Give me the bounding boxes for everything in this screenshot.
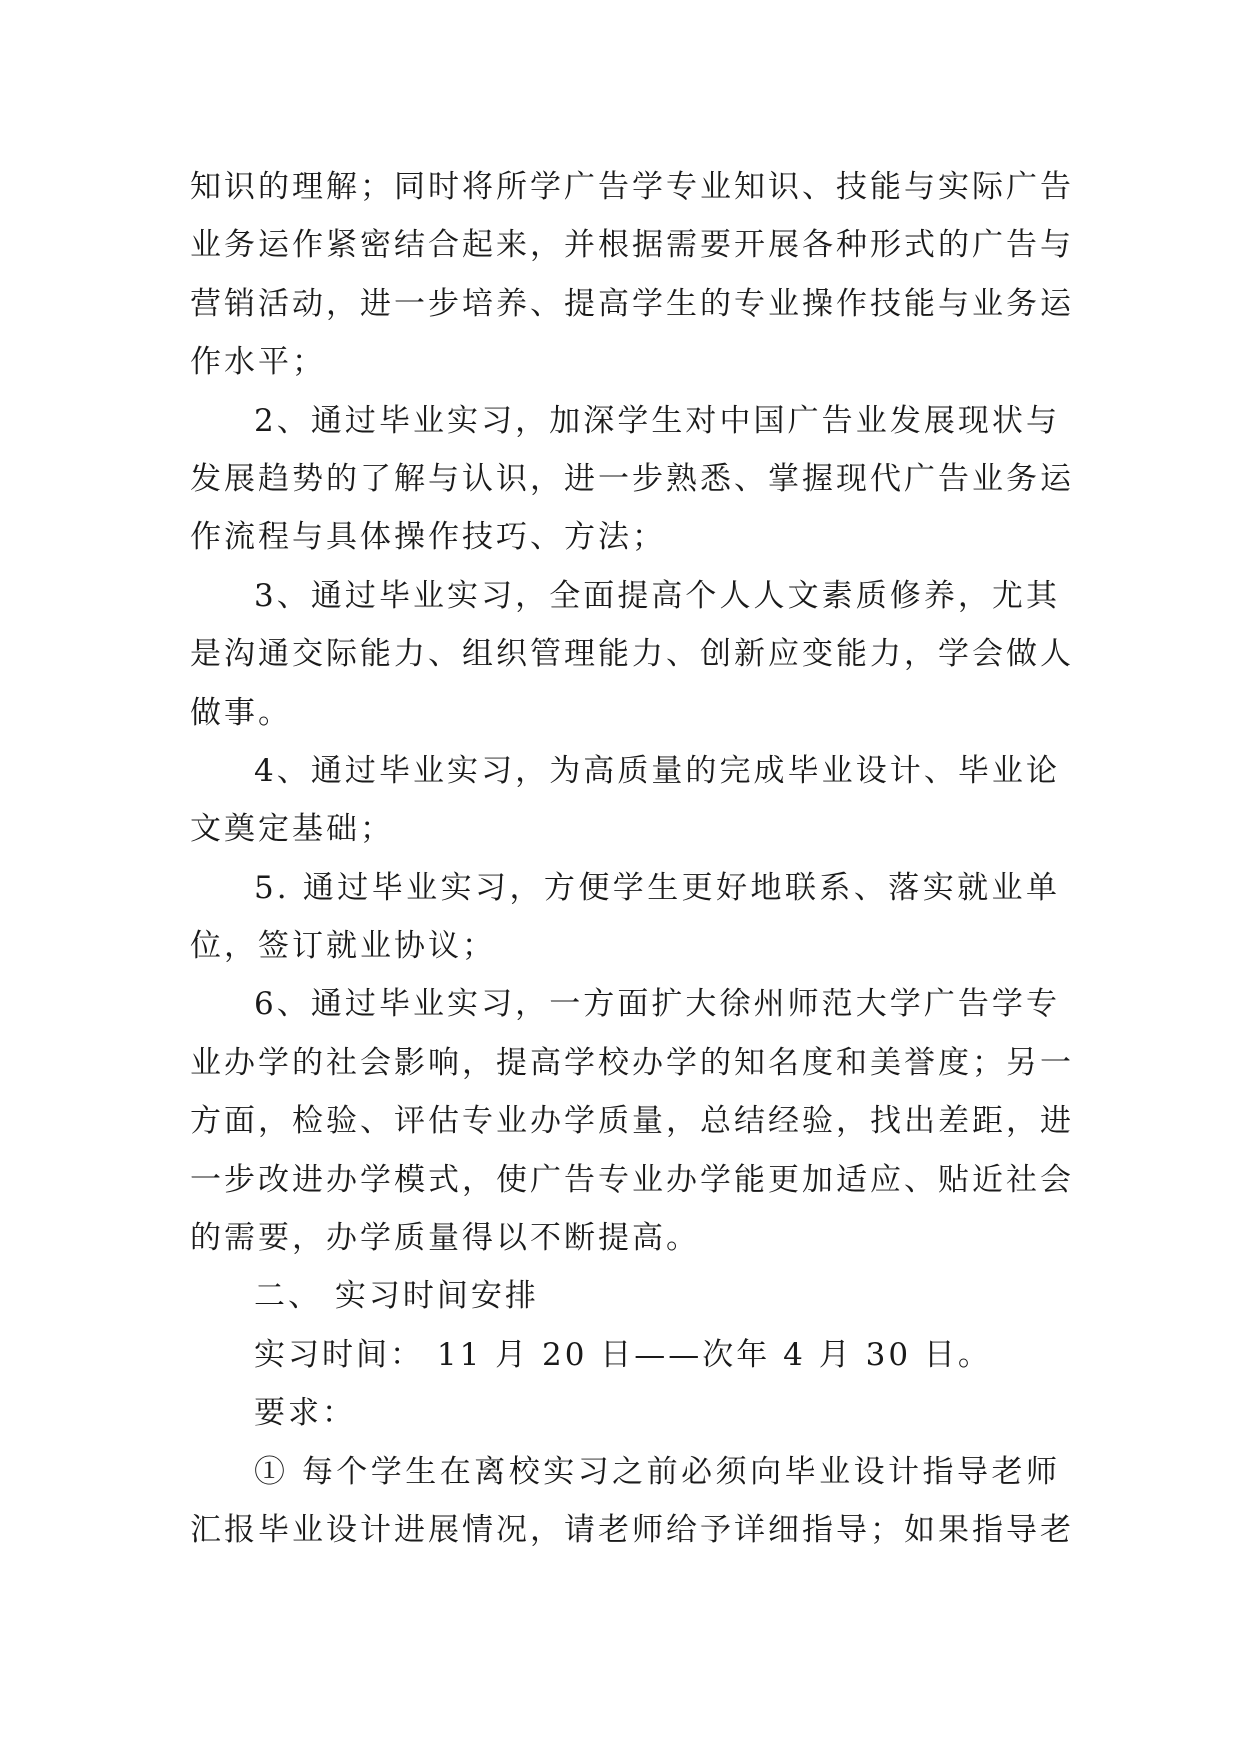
text-line: 6、通过毕业实习，一方面扩大徐州师范大学广告学专: [254, 986, 1060, 1023]
paragraph: [190, 567, 1074, 742]
text-line: 汇报毕业设计进展情况，请老师给予详细指导；如果指导老: [190, 1511, 1074, 1548]
paragraph: [190, 859, 1060, 976]
paragraph: [190, 975, 1074, 1267]
paragraph: [190, 158, 1074, 392]
text-line: 作流程与具体操作技巧、方法；: [190, 519, 666, 556]
text-line: 一步改进办学模式，使广告专业办学能更加适应、贴近社会: [190, 1161, 1074, 1198]
text-line: 2、通过毕业实习，加深学生对中国广告业发展现状与: [254, 402, 1060, 439]
text-line: 发展趋势的了解与认识，进一步熟悉、掌握现代广告业务运: [190, 460, 1074, 497]
text-line: 业务运作紧密结合起来，并根据需要开展各种形式的广告与: [190, 227, 1074, 264]
paragraph: [190, 1384, 1060, 1442]
text-line: ① 每个学生在离校实习之前必须向毕业设计指导老师: [254, 1453, 1060, 1490]
paragraph: [190, 1443, 1074, 1560]
text-line: 4、通过毕业实习，为高质量的完成毕业设计、毕业论: [254, 752, 1060, 789]
text-line: 位，签订就业协议；: [190, 928, 496, 965]
text-line: 的需要，办学质量得以不断提高。: [190, 1220, 700, 1257]
text-line: 二、 实习时间安排: [254, 1278, 539, 1315]
text-line: 5. 通过毕业实习，方便学生更好地联系、落实就业单: [254, 869, 1060, 906]
paragraph: [190, 742, 1060, 859]
text-line: 实习时间： 11 月 20 日——次年 4 月 30 日。: [254, 1336, 992, 1373]
text-line: 营销活动，进一步培养、提高学生的专业操作技能与业务运: [190, 285, 1074, 322]
text-line: 是沟通交际能力、组织管理能力、创新应变能力，学会做人: [190, 636, 1074, 673]
text-line: 文奠定基础；: [190, 811, 394, 848]
text-line: 要求：: [254, 1395, 356, 1432]
paragraph: [190, 392, 1074, 567]
paragraph: [190, 1326, 1060, 1384]
text-line: 业办学的社会影响，提高学校办学的知名度和美誉度；另一: [190, 1044, 1074, 1081]
text-line: 3、通过毕业实习，全面提高个人人文素质修养，尤其: [254, 577, 1060, 614]
document-body: [190, 158, 1074, 1559]
text-line: 知识的理解；同时将所学广告学专业知识、技能与实际广告: [190, 169, 1074, 205]
section-heading: [190, 1267, 1060, 1325]
text-line: 做事。: [190, 694, 292, 731]
text-line: 作水平；: [190, 344, 326, 381]
text-line: 方面，检验、评估专业办学质量，总结经验，找出差距，进: [190, 1103, 1074, 1140]
